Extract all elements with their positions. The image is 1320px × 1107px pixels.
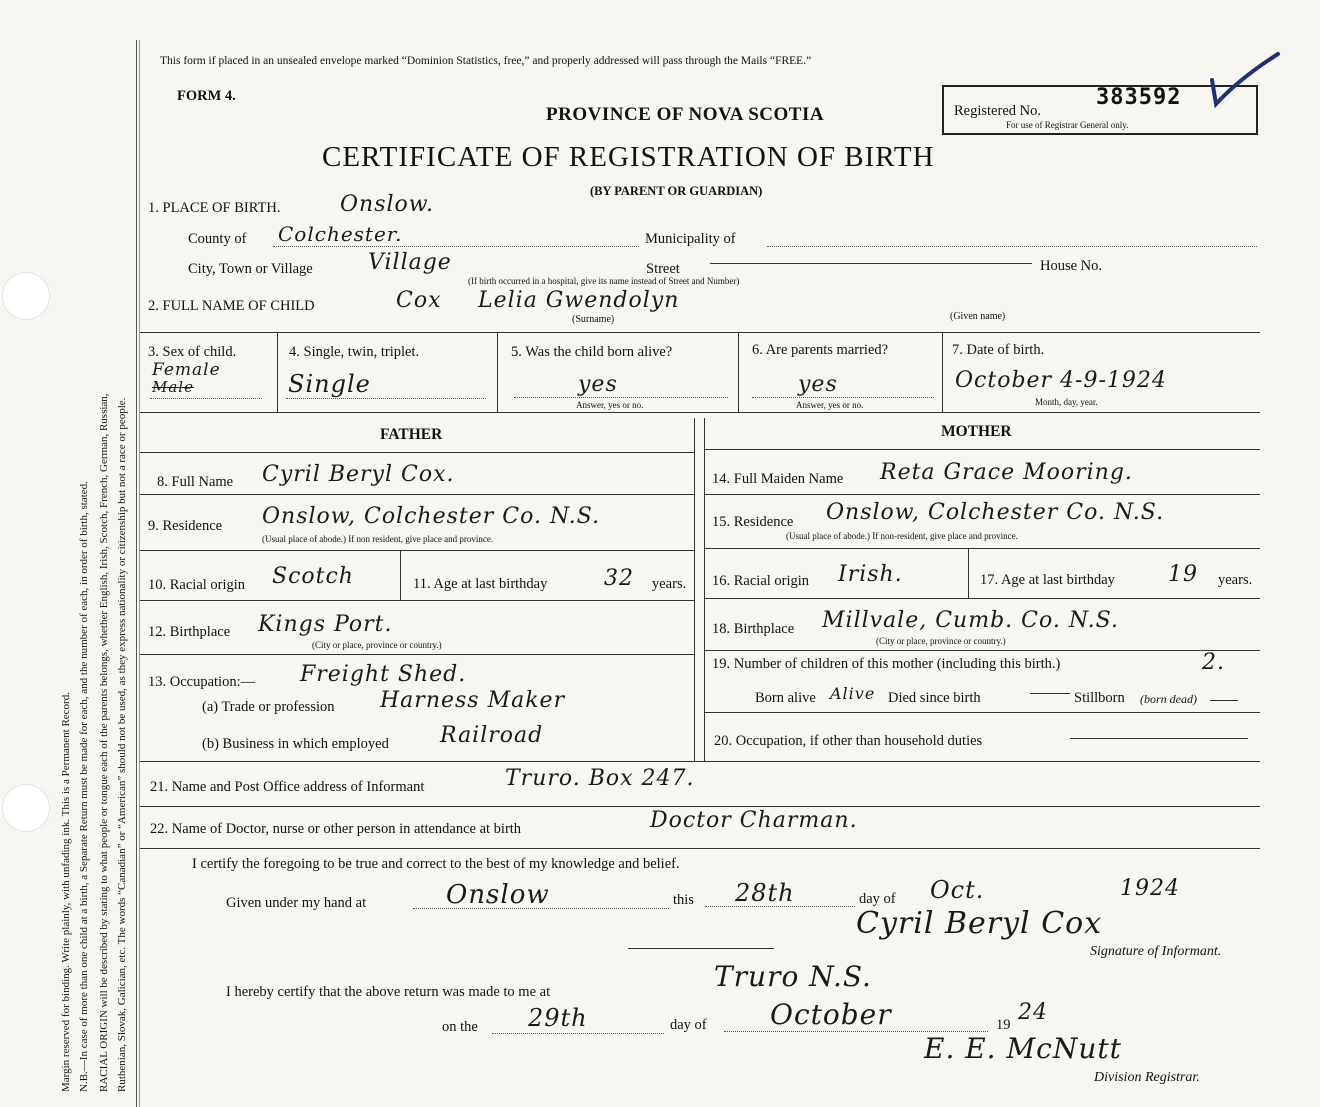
answer-note: Answer, yes or no. bbox=[796, 400, 864, 410]
father-residence-note: (Usual place of abode.) If non resident, give place and province. bbox=[262, 534, 494, 544]
city-label: City, Town or Village bbox=[188, 261, 313, 277]
return-label: I hereby certify that the above return was made to me at bbox=[226, 984, 551, 1000]
father-trade-value: Harness Maker bbox=[380, 688, 566, 713]
rule bbox=[140, 452, 694, 453]
margin-instruction: Ruthenian, Slovak, Galician, etc. The words “Canadian” or “American” should not be used, as they express nationality or citizenship but not a race or people. bbox=[116, 397, 128, 1092]
mother-name-value: Reta Grace Mooring. bbox=[880, 460, 1133, 485]
on-the-label: on the bbox=[442, 1019, 478, 1035]
father-occupation-label: 13. Occupation:— bbox=[148, 674, 256, 690]
mother-residence-label: 15. Residence bbox=[712, 514, 794, 530]
father-name-label: 8. Full Name bbox=[157, 474, 234, 490]
father-residence-value: Onslow, Colchester Co. N.S. bbox=[262, 504, 601, 529]
street-note: (If birth occurred in a hospital, give its name instead of Street and Number) bbox=[468, 276, 740, 286]
father-birthplace-label: 12. Birthplace bbox=[148, 624, 231, 640]
street-line bbox=[710, 263, 1032, 264]
margin-rule bbox=[139, 40, 140, 1107]
informant-label: 21. Name and Post Office address of Informant bbox=[150, 779, 425, 795]
born-alive-count-value: Alive bbox=[830, 684, 876, 703]
margin-instruction: RACIAL ORIGIN will be described by stating to what people or tongue each of the parents belongs, whether English, Irish, Scotch, French, German, Russian, bbox=[98, 393, 110, 1092]
answer-line bbox=[1210, 700, 1238, 701]
checkmark-icon bbox=[1200, 50, 1290, 110]
answer-line bbox=[413, 908, 669, 909]
certify-statement: I certify the foregoing to be true and correct to the best of my knowledge and belief. bbox=[192, 856, 680, 872]
margin-instruction: N.B.—In case of more than one child at a birth, a Separate Return must be made for each, and the number of each, in order of birth, stated. bbox=[78, 481, 90, 1092]
registrar-use-note: For use of Registrar General only. bbox=[1006, 120, 1129, 130]
rule bbox=[497, 332, 498, 412]
surname-note: (Surname) bbox=[572, 314, 615, 325]
rule bbox=[140, 412, 1260, 413]
answer-line bbox=[1070, 738, 1248, 739]
rule bbox=[140, 761, 1260, 762]
county-label: County of bbox=[188, 231, 247, 247]
rule bbox=[942, 332, 943, 412]
signature-line bbox=[628, 948, 774, 949]
mother-race-value: Irish. bbox=[838, 562, 903, 587]
mother-children-value: 2. bbox=[1202, 650, 1225, 675]
answer-line bbox=[752, 397, 934, 398]
father-heading: FATHER bbox=[380, 426, 443, 443]
registrar-label: Division Registrar. bbox=[1094, 1070, 1200, 1085]
this-label: this bbox=[673, 892, 694, 908]
rule bbox=[694, 418, 695, 761]
certificate-title: CERTIFICATE OF REGISTRATION OF BIRTH bbox=[322, 141, 935, 173]
born-alive-label: 5. Was the child born alive? bbox=[511, 344, 673, 360]
father-birthplace-note: (City or place, province or country.) bbox=[312, 640, 442, 650]
mother-race-label: 16. Racial origin bbox=[712, 573, 810, 589]
rule bbox=[968, 548, 969, 598]
postal-notice: This form if placed in an unsealed envelope marked “Dominion Statistics, free,” and properly addressed will pass through the Mails “FREE.” bbox=[160, 55, 812, 67]
father-age-unit: years. bbox=[652, 576, 687, 592]
rule bbox=[140, 600, 694, 601]
registered-number: 383592 bbox=[1096, 85, 1182, 110]
city-value: Village bbox=[368, 250, 452, 275]
birth-date-label: 7. Date of birth. bbox=[952, 342, 1045, 358]
given-year-value: 1924 bbox=[1120, 876, 1180, 901]
place-value: Onslow. bbox=[340, 192, 434, 217]
mother-heading: MOTHER bbox=[941, 423, 1012, 440]
plurality-label: 4. Single, twin, triplet. bbox=[289, 344, 420, 360]
rule bbox=[140, 654, 694, 655]
punch-hole bbox=[2, 784, 50, 832]
parents-married-label: 6. Are parents married? bbox=[752, 342, 889, 358]
child-given-name: Lelia Gwendolyn bbox=[478, 288, 680, 313]
mother-children-label: 19. Number of children of this mother (including this birth.) bbox=[712, 656, 1061, 672]
given-name-note: (Given name) bbox=[950, 311, 1006, 322]
mother-age-unit: years. bbox=[1218, 572, 1253, 588]
given-under-label: Given under my hand at bbox=[226, 895, 367, 911]
rule bbox=[704, 494, 1260, 495]
answer-note: Answer, yes or no. bbox=[576, 400, 644, 410]
father-name-value: Cyril Beryl Cox. bbox=[262, 462, 455, 487]
rule bbox=[738, 332, 739, 412]
province-heading: PROVINCE OF NOVA SCOTIA bbox=[546, 104, 825, 125]
margin-rule bbox=[136, 40, 137, 1107]
born-alive-count-label: Born alive bbox=[755, 690, 816, 706]
return-month-value: October bbox=[770, 998, 892, 1031]
answer-line bbox=[492, 1033, 664, 1034]
born-alive-value: yes bbox=[578, 372, 618, 397]
father-business-label: (b) Business in which employed bbox=[202, 736, 389, 752]
informant-signature: Cyril Beryl Cox bbox=[856, 906, 1103, 941]
father-trade-label: (a) Trade or profession bbox=[202, 699, 335, 715]
given-month-value: Oct. bbox=[930, 876, 985, 904]
municipality-line bbox=[767, 246, 1257, 247]
house-number-label: House No. bbox=[1040, 258, 1103, 274]
rule bbox=[704, 712, 1260, 713]
stillborn-label: Stillborn bbox=[1074, 690, 1125, 706]
rule bbox=[140, 848, 1260, 849]
mother-birthplace-label: 18. Birthplace bbox=[712, 621, 795, 637]
given-day-value: 28th bbox=[735, 879, 795, 907]
rule bbox=[140, 550, 694, 551]
sex-value: Female bbox=[152, 360, 221, 380]
died-since-birth-label: Died since birth bbox=[888, 690, 981, 706]
rule bbox=[277, 332, 278, 412]
father-age-value: 32 bbox=[604, 566, 634, 591]
day-of-label: day of bbox=[859, 891, 896, 907]
father-age-label: 11. Age at last birthday bbox=[413, 576, 548, 592]
mother-age-value: 19 bbox=[1168, 562, 1198, 587]
rule bbox=[140, 806, 1260, 807]
mother-age-label: 17. Age at last birthday bbox=[980, 572, 1115, 588]
stillborn-note: (born dead) bbox=[1140, 692, 1197, 706]
mother-residence-value: Onslow, Colchester Co. N.S. bbox=[826, 500, 1165, 525]
return-day-of-label: day of bbox=[670, 1017, 707, 1033]
rule bbox=[704, 650, 1260, 651]
given-place-value: Onslow bbox=[446, 880, 550, 910]
form-number: FORM 4. bbox=[177, 88, 236, 104]
child-name-label: 2. FULL NAME OF CHILD bbox=[148, 298, 315, 314]
registered-label: Registered No. bbox=[954, 103, 1041, 119]
child-surname: Cox bbox=[396, 288, 442, 313]
place-label: 1. PLACE OF BIRTH. bbox=[148, 200, 281, 216]
certificate-subtitle: (BY PARENT OR GUARDIAN) bbox=[590, 184, 763, 198]
return-day-value: 29th bbox=[528, 1004, 588, 1032]
answer-line bbox=[705, 906, 855, 907]
return-year-value: 24 bbox=[1018, 1000, 1048, 1025]
rule bbox=[704, 598, 1260, 599]
rule bbox=[140, 332, 1260, 333]
return-year-prefix: 19 bbox=[996, 1017, 1011, 1033]
municipality-label: Municipality of bbox=[645, 231, 736, 247]
mother-occupation-label: 20. Occupation, if other than household duties bbox=[714, 733, 983, 749]
sex-label: 3. Sex of child. bbox=[148, 344, 237, 360]
mother-birthplace-note: (City or place, province or country.) bbox=[876, 636, 1006, 646]
return-place-value: Truro N.S. bbox=[714, 960, 872, 993]
rule bbox=[140, 494, 694, 495]
father-business-value: Railroad bbox=[440, 723, 544, 748]
mother-birthplace-value: Millvale, Cumb. Co. N.S. bbox=[822, 608, 1119, 633]
attendant-value: Doctor Charman. bbox=[650, 808, 858, 833]
father-race-label: 10. Racial origin bbox=[148, 577, 246, 593]
margin-instruction: Margin reserved for binding. Write plainly, with unfading ink. This is a Permanent Record. bbox=[60, 692, 72, 1092]
father-birthplace-value: Kings Port. bbox=[258, 612, 393, 637]
mother-name-label: 14. Full Maiden Name bbox=[712, 471, 844, 487]
county-value: Colchester. bbox=[278, 222, 403, 246]
father-race-value: Scotch bbox=[272, 564, 354, 589]
punch-hole bbox=[2, 272, 50, 320]
answer-line bbox=[1030, 693, 1070, 694]
rule bbox=[704, 418, 705, 761]
attendant-label: 22. Name of Doctor, nurse or other person in attendance at birth bbox=[150, 821, 522, 837]
birth-date-note: Month, day, year. bbox=[1035, 397, 1098, 407]
signature-label: Signature of Informant. bbox=[1090, 944, 1222, 959]
answer-line bbox=[150, 398, 262, 399]
informant-value: Truro. Box 247. bbox=[505, 766, 695, 791]
father-occupation-value: Freight Shed. bbox=[300, 662, 467, 687]
mother-residence-note: (Usual place of abode.) If non-resident, give place and province. bbox=[786, 531, 1018, 541]
street-label: Street bbox=[646, 261, 680, 277]
rule bbox=[400, 550, 401, 600]
birth-date-value: October 4-9-1924 bbox=[955, 368, 1167, 393]
father-residence-label: 9. Residence bbox=[148, 518, 223, 534]
parents-married-value: yes bbox=[798, 372, 838, 397]
county-line bbox=[273, 246, 639, 247]
answer-line bbox=[514, 397, 728, 398]
rule bbox=[704, 449, 1260, 450]
registrar-signature: E. E. McNutt bbox=[924, 1032, 1122, 1065]
answer-line bbox=[286, 398, 486, 399]
plurality-value: Single bbox=[288, 370, 371, 398]
rule bbox=[704, 548, 1260, 549]
sex-struck-value: Male bbox=[152, 378, 194, 396]
